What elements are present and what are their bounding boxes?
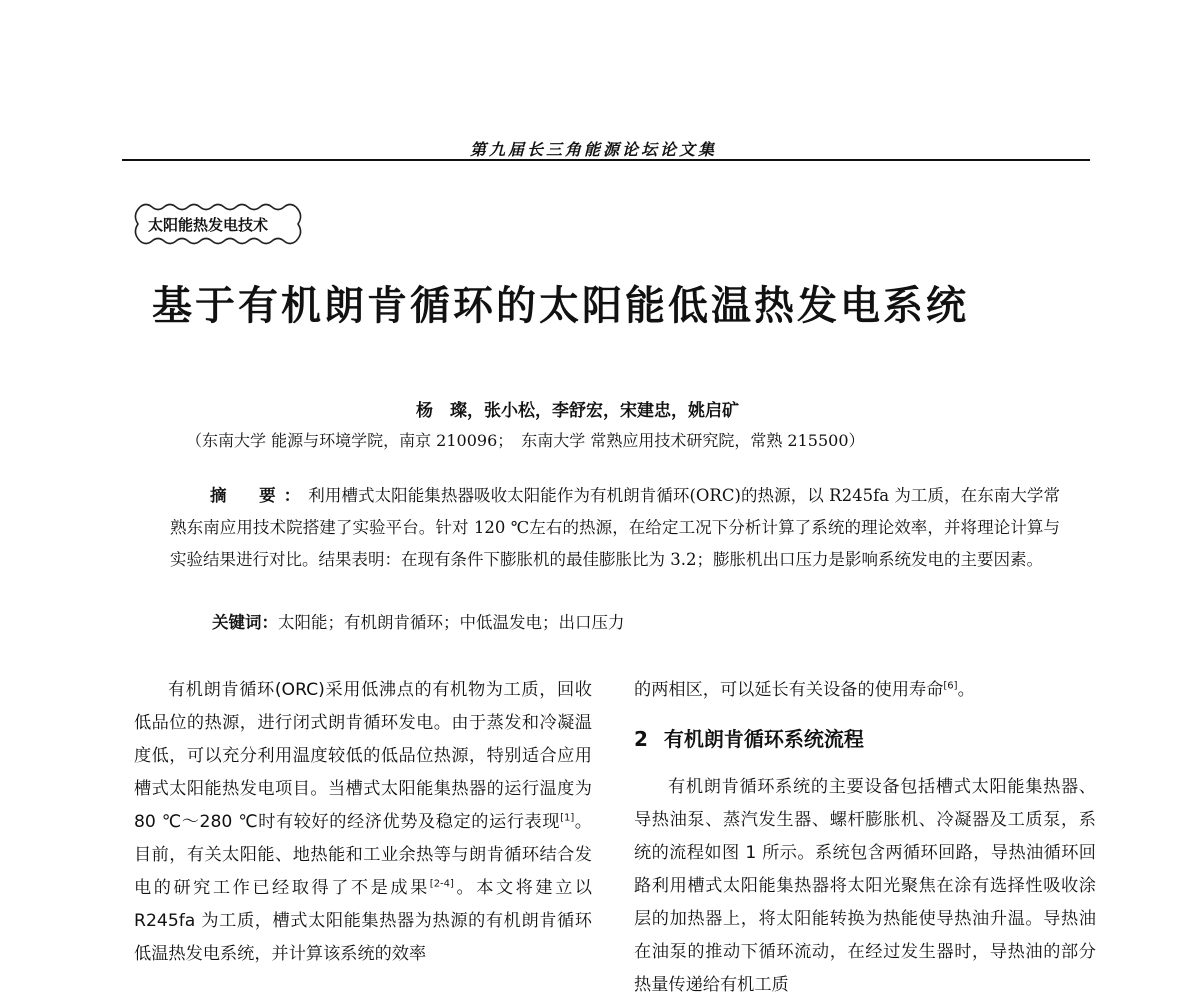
running-header: 第九届长三角能源论坛论文集 — [470, 140, 718, 159]
keywords — [212, 609, 625, 633]
section-2-number: 2 — [634, 727, 648, 751]
abstract-paragraph — [170, 480, 1060, 576]
intro-text-1: 有机朗肯循环(ORC)采用低沸点的有机物为工质，回收低品位的热源，进行闭式朗肯循环发电。由于蒸发和冷凝温度低，可以充分利用温度较低的低品位热源，特别适合应用槽式太阳能热发电项目。当槽式太阳能集热器的运行温度为 80 ℃～280 ℃时有较好的经济优势及稳定的运行表现 — [134, 680, 592, 832]
continued-text: 的两相区，可以延长有关设备的使用寿命 — [634, 680, 944, 700]
keywords-text: 太阳能；有机朗肯循环；中低温发电；出口压力 — [278, 613, 625, 632]
abstract-text: 利用槽式太阳能集热器吸收太阳能作为有机朗肯循环(ORC)的热源，以 R245fa 为工质，在东南大学常熟东南应用技术院搭建了实验平台。针对 120 ℃左右的热源，在给定工况下分析计算了系统的理论效率，并将理论计算与实验结果进行对比。结果表明：在现有条件下膨胀机的最佳膨胀比为 3.2；膨胀机出口压力是影响系统发电的主要因素。 — [170, 486, 1060, 569]
abstract-label: 摘 要： — [210, 486, 309, 505]
body-column-right — [634, 674, 1096, 1002]
intro-paragraph — [134, 674, 592, 971]
section-tag-label: 太阳能热发电技术 — [148, 216, 269, 234]
affiliation: （东南大学 能源与环境学院，南京 210096； 东南大学 常熟应用技术研究院，常熟 215500） — [186, 431, 865, 450]
abstract — [170, 480, 1060, 576]
section-tag — [130, 199, 306, 249]
intro-text-2: 。目前，有关太阳能、地热能和工业余热等与朗肯循环结合发电的研究工作已经取得了不是成果 — [134, 812, 592, 898]
header-rule — [122, 159, 1090, 161]
continued-paragraph — [634, 674, 1096, 707]
author-list: 杨 璨，张小松，李舒宏，宋建忠，姚启矿 — [416, 401, 739, 421]
continued-text-end: 。 — [957, 680, 975, 700]
citation-1: [1] — [560, 812, 575, 824]
intro-text-3: 。本文将建立以 R245fa 为工质，槽式太阳能集热器为热源的有机朗肯循环低温热发电系统，并计算该系统的效率 — [134, 878, 592, 964]
section-2-title: 有机朗肯循环系统流程 — [663, 727, 864, 751]
citation-2-4: [2-4] — [429, 878, 454, 890]
section-2-heading — [634, 725, 1096, 753]
body-column-left — [134, 674, 592, 971]
section-2-paragraph: 有机朗肯循环系统的主要设备包括槽式太阳能集热器、导热油泵、蒸汽发生器、螺杆膨胀机、冷凝器及工质泵，系统的流程如图 1 所示。系统包含两循环回路，导热油循环回路利用槽式太阳能集热器将太阳光聚焦在涂有选择性吸收涂层的加热器上，将太阳能转换为热能使导热油升温。导热油在油泵的推动下循环流动，在经过发生器时，导热油的部分热量传递给有机工质 — [634, 777, 1096, 995]
keywords-label: 关键词： — [212, 613, 278, 632]
paper-title: 基于有机朗肯循环的太阳能低温热发电系统 — [152, 283, 969, 329]
citation-6: [6] — [943, 680, 958, 692]
